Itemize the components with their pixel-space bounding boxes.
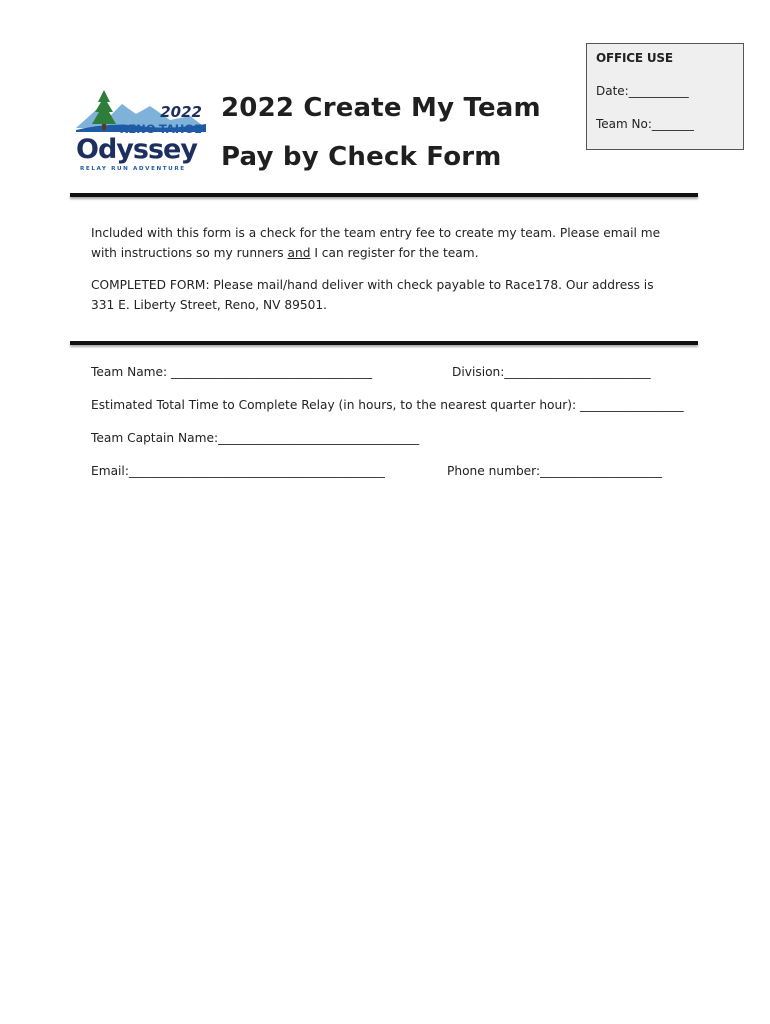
- page-title-line2: Pay by Check Form: [221, 142, 502, 172]
- office-use-date-field[interactable]: Date:__________: [596, 84, 689, 98]
- logo-tagline: RELAY RUN ADVENTURE: [80, 166, 186, 172]
- phone-number-field[interactable]: Phone number:____________________: [447, 464, 662, 478]
- office-use-team-no-field[interactable]: Team No:_______: [596, 117, 694, 131]
- logo-line1: RENO-TAHOE: [119, 122, 202, 136]
- team-captain-field[interactable]: Team Captain Name:_________________________________: [91, 431, 420, 445]
- intro-text-before: Included with this form is a check for the team entry fee to create my team. Please email me with instructions so my runners: [91, 226, 661, 260]
- intro-underlined: and: [287, 246, 311, 260]
- divider-top: [70, 193, 698, 197]
- email-field[interactable]: Email:__________________________________________: [91, 464, 385, 478]
- logo-year: 2022: [160, 103, 202, 121]
- completed-form-paragraph: COMPLETED FORM: Please mail/hand deliver with check payable to Race178. Our address is 331 E. Liberty Street, Reno, NV 89501.: [91, 278, 654, 312]
- office-use-title: OFFICE USE: [596, 51, 673, 65]
- page-title-line1: 2022 Create My Team: [221, 93, 541, 123]
- office-use-box: [586, 43, 744, 150]
- logo-line2: Odyssey: [76, 134, 197, 165]
- estimated-time-field[interactable]: Estimated Total Time to Complete Relay (in hours, to the nearest quarter hour): _________________: [91, 398, 684, 412]
- team-name-field[interactable]: Team Name: _________________________________: [91, 365, 373, 379]
- intro-paragraph: [91, 223, 671, 263]
- divider-bottom: [70, 341, 698, 345]
- division-field[interactable]: Division:________________________: [452, 365, 651, 379]
- intro-text-after: I can register for the team.: [310, 246, 479, 260]
- odyssey-logo: [70, 86, 210, 176]
